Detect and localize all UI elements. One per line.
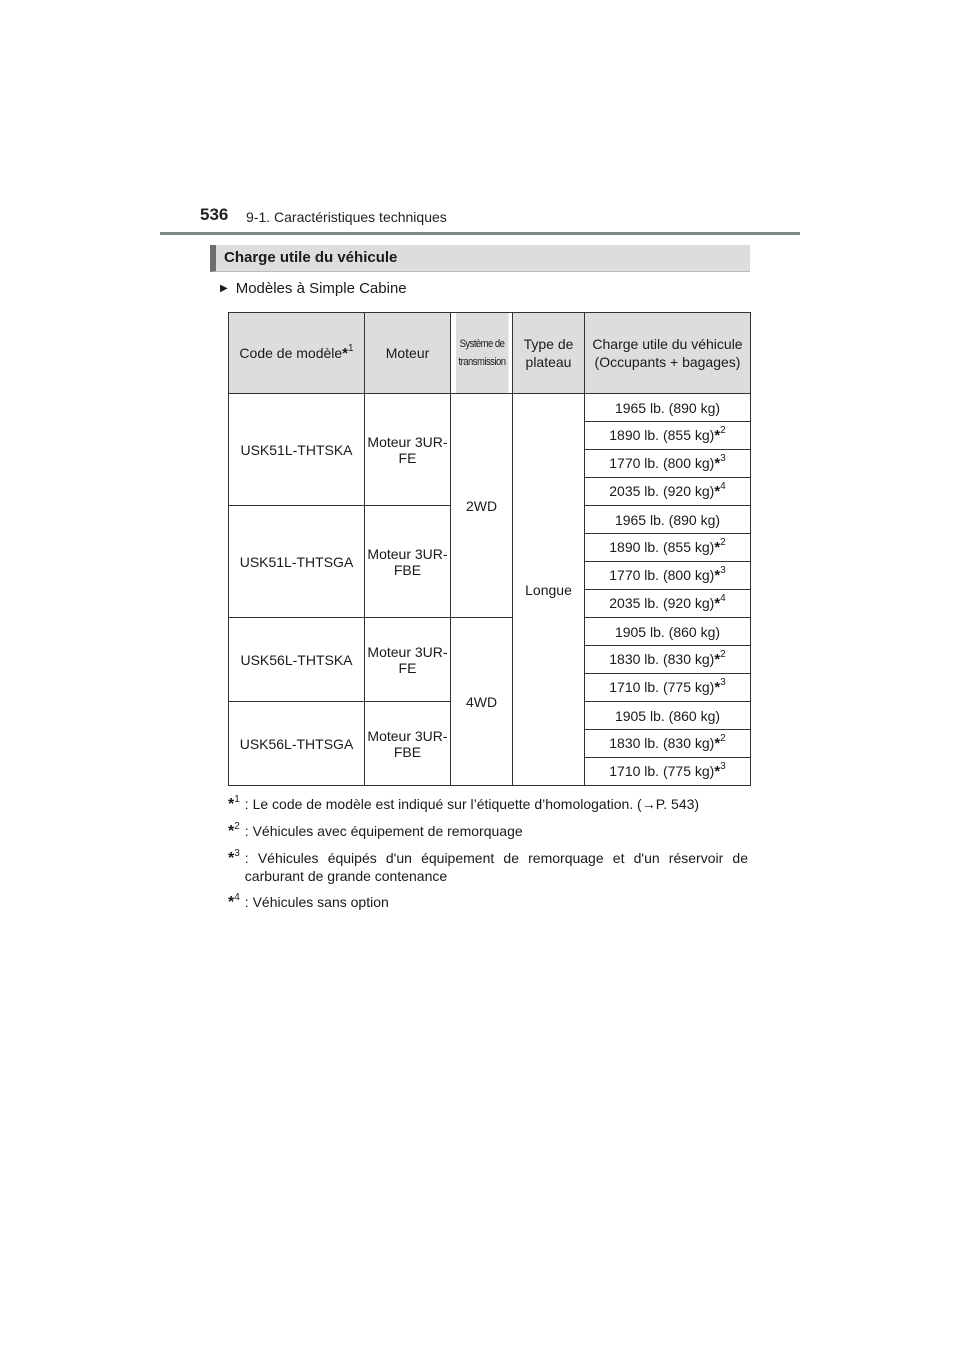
transmission-cell-4wd: 4WD (451, 618, 513, 786)
payload-cell: 1965 lb. (890 kg) (585, 394, 751, 422)
payload-cell: 1905 lb. (860 kg) (585, 702, 751, 730)
table-row (229, 618, 751, 646)
model-code-cell: USK56L-THTSGA (229, 702, 365, 786)
page-number: 536 (200, 205, 229, 224)
footnote (228, 822, 748, 841)
footnote (228, 795, 748, 814)
footnote-mark: *$^3$ (228, 848, 240, 867)
payload-cell: 1905 lb. (860 kg) (585, 618, 751, 646)
payload-cell: 1830 lb. (830 kg)*$^2$ (585, 730, 751, 758)
header-bed-type: Type de plateau (513, 313, 585, 394)
payload-cell: 1710 lb. (775 kg)*$^3$ (585, 674, 751, 702)
footnote-mark: *$^2$ (228, 821, 240, 840)
section-label: 9-1. Caractéristiques techniques (246, 209, 447, 225)
payload-cell: 1830 lb. (830 kg)*$^2$ (585, 646, 751, 674)
header-engine: Moteur (365, 313, 451, 394)
table-row (229, 394, 751, 422)
subheading-text: Modèles à Simple Cabine (235, 280, 407, 297)
footnote-text: : Véhicules sans option (244, 894, 389, 910)
footnote-text: : Le code de modèle est indiqué sur l’étiquette d’homologation. (→P. 543) (244, 796, 700, 812)
model-code-cell: USK56L-THTSKA (229, 618, 365, 702)
transmission-cell-2wd: 2WD (451, 394, 513, 618)
footnote (228, 893, 748, 912)
engine-cell: Moteur 3UR-FE (365, 618, 451, 702)
footnote (228, 849, 748, 885)
footnote-mark: *$^1$ (228, 794, 240, 813)
header-transmission: Système de transmission (455, 313, 508, 394)
header-model-code: Code de modèle*$^1$ (229, 313, 365, 394)
footnote-text: : Véhicules équipés d'un équipement de remorquage et d'un réservoir de carburant de grande contenance (244, 850, 748, 884)
section-heading: Charge utile du véhicule (210, 245, 750, 272)
header-rule (160, 232, 800, 235)
footnote-mark: *$^4$ (228, 892, 240, 911)
bed-type-cell: Longue (513, 394, 585, 786)
footnotes (228, 795, 748, 920)
engine-cell: Moteur 3UR-FBE (365, 506, 451, 618)
payload-cell: 1965 lb. (890 kg) (585, 506, 751, 534)
model-code-cell: USK51L-THTSKA (229, 394, 365, 506)
engine-cell: Moteur 3UR-FE (365, 394, 451, 506)
header-payload: Charge utile du véhicule (Occupants + bagages) (585, 313, 751, 394)
payload-cell: 1770 lb. (800 kg)*$^3$ (585, 562, 751, 590)
subheading (220, 280, 407, 297)
payload-cell: 1890 lb. (855 kg)*$^2$ (585, 422, 751, 450)
model-code-cell: USK51L-THTSGA (229, 506, 365, 618)
payload-cell: 1890 lb. (855 kg)*$^2$ (585, 534, 751, 562)
payload-table (228, 312, 751, 786)
triangle-right-icon: ▶ (220, 283, 228, 294)
payload-cell: 1770 lb. (800 kg)*$^3$ (585, 450, 751, 478)
table-header-row (229, 313, 751, 394)
payload-cell: 2035 lb. (920 kg)*$^4$ (585, 478, 751, 506)
payload-cell: 1710 lb. (775 kg)*$^3$ (585, 758, 751, 786)
engine-cell: Moteur 3UR-FBE (365, 702, 451, 786)
footnote-text: : Véhicules avec équipement de remorquage (244, 823, 523, 839)
payload-cell: 2035 lb. (920 kg)*$^4$ (585, 590, 751, 618)
